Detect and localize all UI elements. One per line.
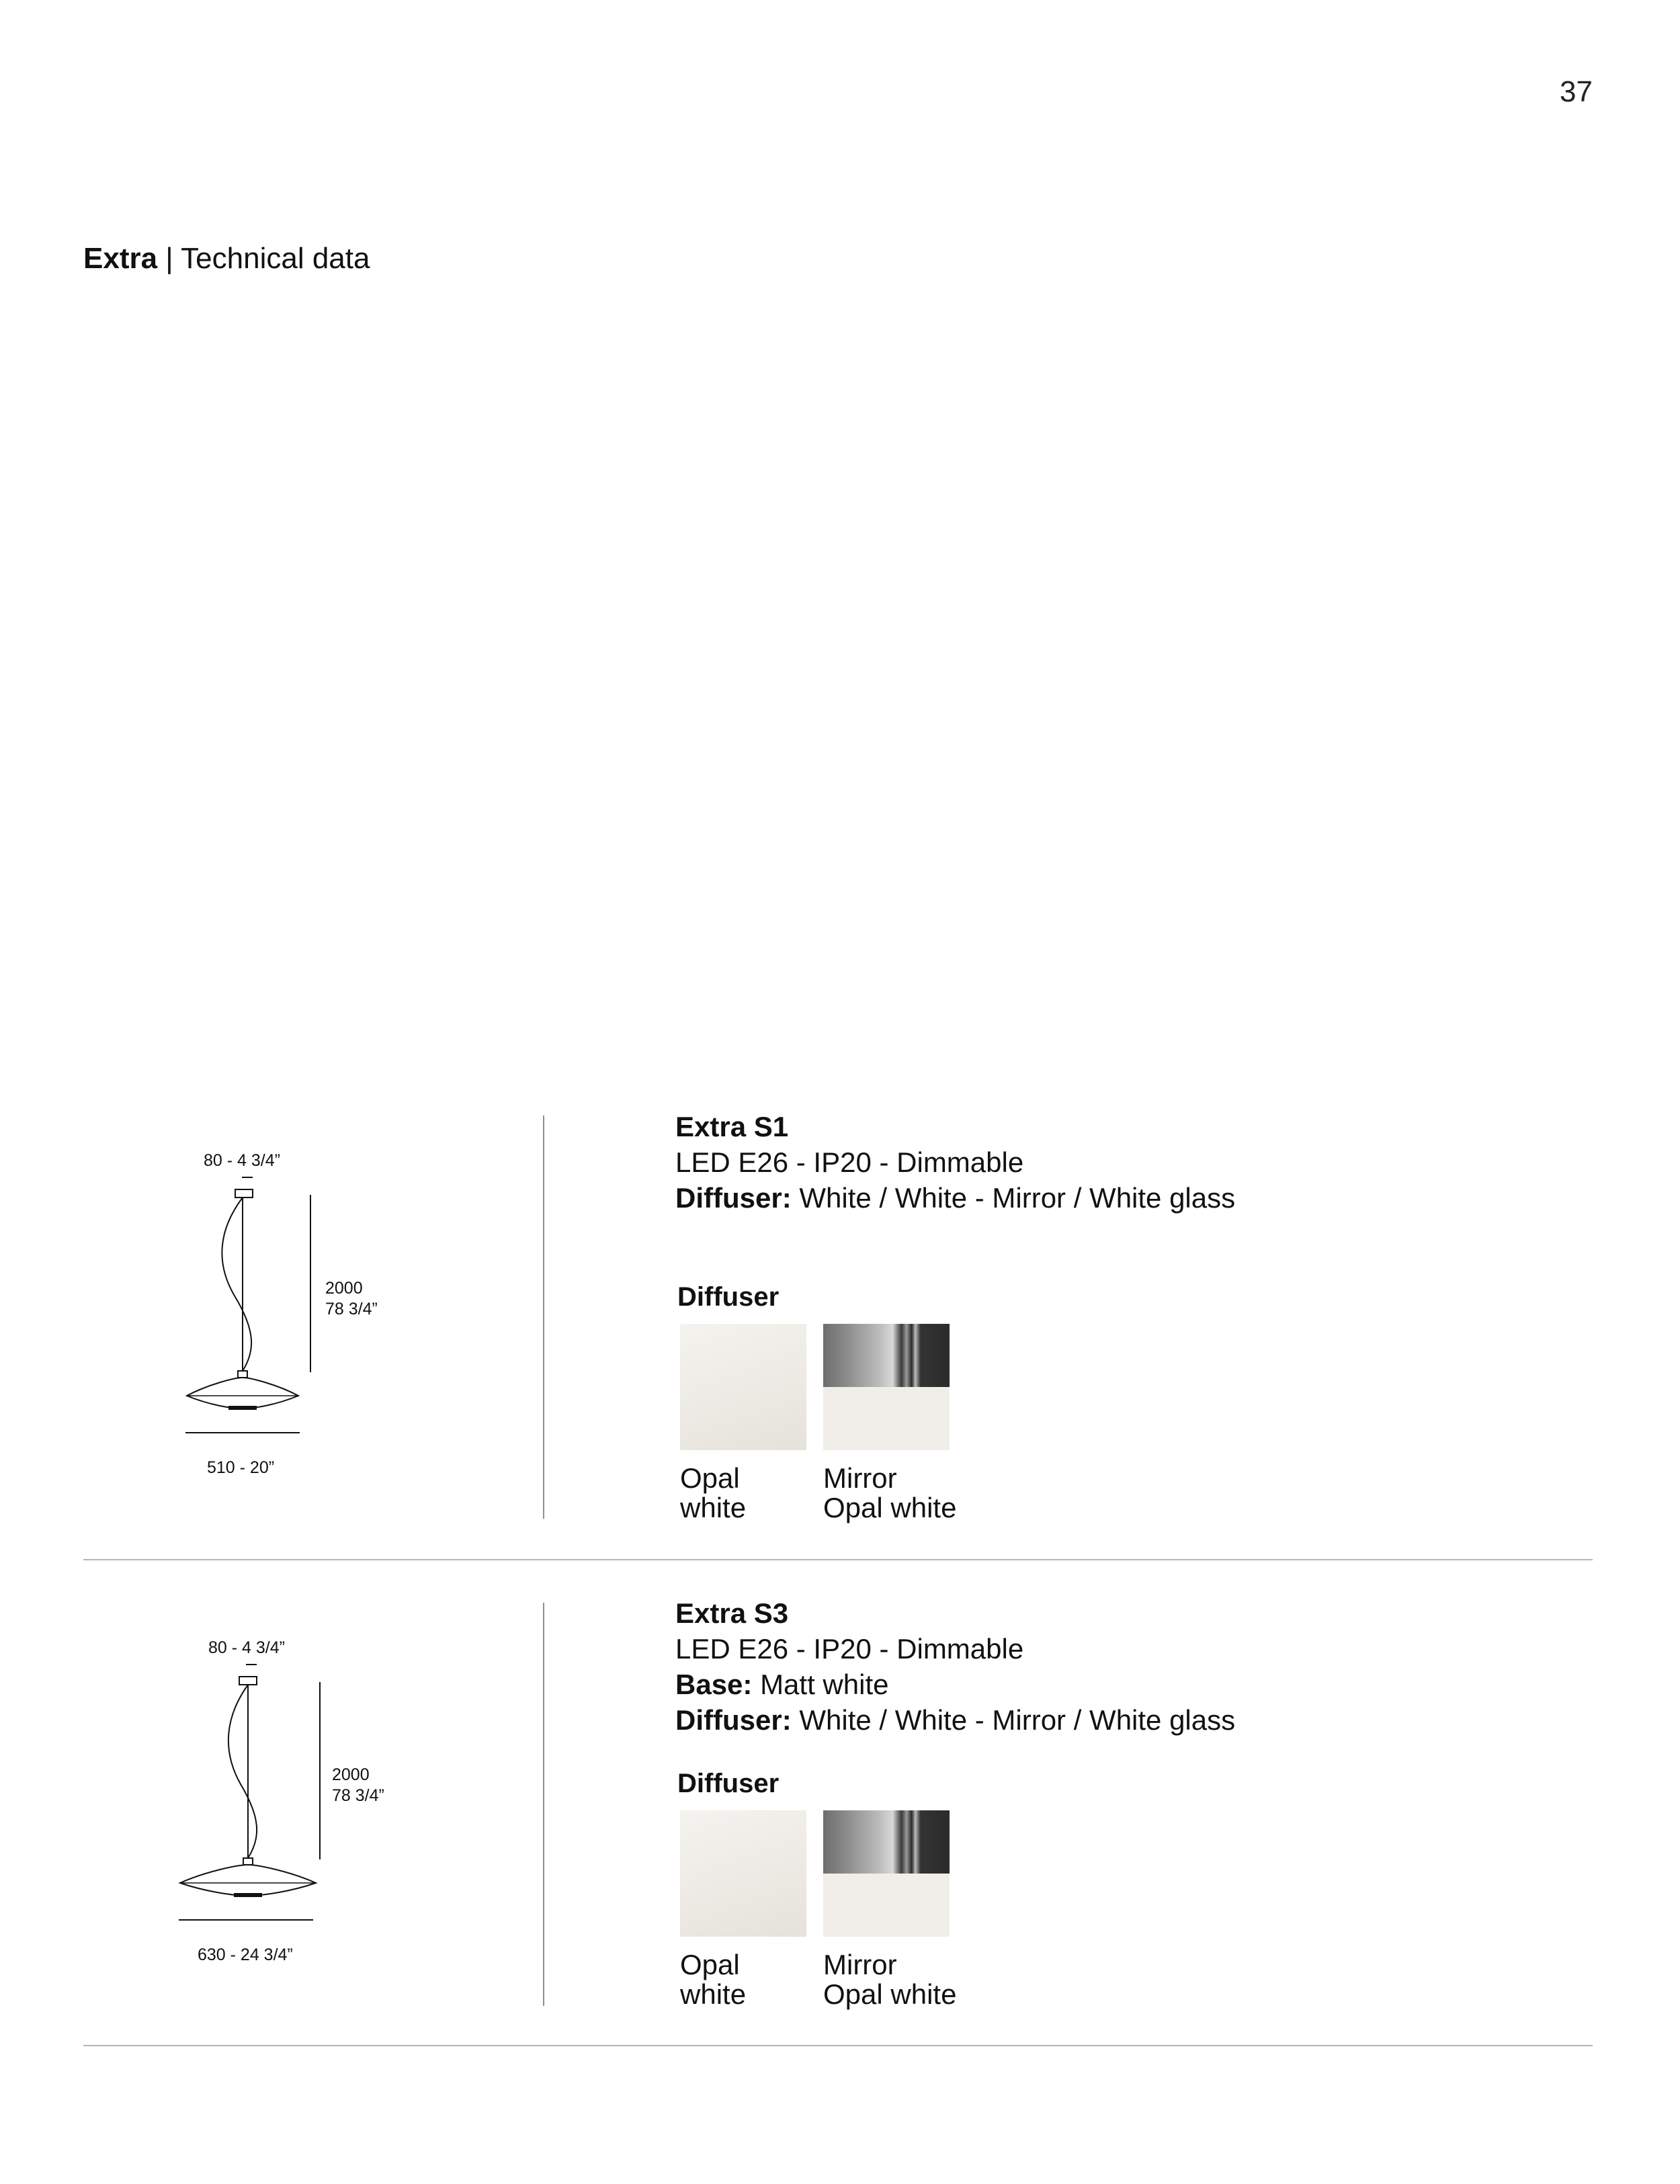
- diffuser-spec-value: White / White - Mirror / White glass: [791, 1704, 1236, 1736]
- ceiling-canopy: [235, 1189, 253, 1198]
- height-in: 78 3/4”: [325, 1300, 378, 1318]
- base-spec: [675, 1667, 1235, 1702]
- product-name: Extra S3: [675, 1597, 789, 1629]
- swatch-label-line2: Opal white: [823, 1492, 957, 1523]
- height-mm: 2000: [332, 1765, 370, 1784]
- product-name: Extra S1: [675, 1111, 789, 1142]
- diffuser-heading: Diffuser: [677, 1282, 780, 1312]
- section-divider: [83, 2045, 1593, 2046]
- ceiling-canopy: [239, 1677, 257, 1685]
- swatch-label-line2: white: [680, 1978, 747, 2010]
- page-title-rest: Technical data: [181, 242, 370, 275]
- page-title-separator: |: [157, 242, 181, 275]
- swatch-label-mirror-opal-white: [823, 1950, 998, 2009]
- swatch-label-line1: Mirror: [823, 1949, 897, 1980]
- height-dimension-label: [325, 1278, 378, 1320]
- product-spec: LED E26 - IP20 - Dimmable: [675, 1633, 1024, 1665]
- swatch-label-line1: Opal: [680, 1462, 740, 1494]
- page-number: 37: [1560, 75, 1593, 108]
- swatch-label-line1: Opal: [680, 1949, 740, 1980]
- lamp-s3-drawing: [161, 1656, 430, 1952]
- width-dimension-label: 510 - 20”: [207, 1458, 275, 1477]
- power-cord: [222, 1198, 251, 1371]
- swatch-label-line1: Mirror: [823, 1462, 897, 1494]
- diffuser-spec: [675, 1702, 1235, 1738]
- diffuser-spec-value: White / White - Mirror / White glass: [791, 1182, 1236, 1214]
- width-dimension-label: 630 - 24 3/4”: [198, 1945, 293, 1964]
- power-cord: [228, 1685, 257, 1858]
- diffuser-shape: [180, 1865, 316, 1896]
- product-spec-block: [675, 1595, 1235, 1738]
- height-dimension-label: [332, 1765, 384, 1806]
- diffuser-shape: [187, 1378, 298, 1409]
- base-spec-value: Matt white: [752, 1669, 889, 1700]
- mirror-opal-white-swatch: [823, 1810, 950, 1937]
- diffuser-spec-label: Diffuser:: [675, 1704, 792, 1736]
- diffuser-spec-label: Diffuser:: [675, 1182, 792, 1214]
- top-dimension-label: 80 - 4 3/4”: [208, 1638, 285, 1657]
- product-spec-block: [675, 1109, 1235, 1216]
- swatch-label-mirror-opal-white: [823, 1464, 998, 1523]
- product-spec: LED E26 - IP20 - Dimmable: [675, 1146, 1024, 1178]
- swatch-label-line2: Opal white: [823, 1978, 957, 2010]
- top-dimension-label: 80 - 4 3/4”: [204, 1151, 280, 1170]
- section-divider: [83, 1559, 1593, 1560]
- height-mm: 2000: [325, 1279, 363, 1298]
- diffuser-heading: Diffuser: [677, 1769, 780, 1798]
- diffuser-spec: [675, 1180, 1235, 1216]
- base-spec-label: Base:: [675, 1669, 753, 1700]
- height-in: 78 3/4”: [332, 1786, 384, 1805]
- opal-white-swatch: [680, 1324, 806, 1450]
- page-title-bold: Extra: [83, 242, 158, 275]
- page-title: [83, 242, 370, 276]
- lamp-s1-drawing: [161, 1169, 417, 1465]
- swatch-label-line2: white: [680, 1492, 747, 1523]
- mirror-opal-white-swatch: [823, 1324, 950, 1450]
- column-divider: [543, 1603, 544, 2006]
- column-divider: [543, 1116, 544, 1519]
- opal-white-swatch: [680, 1810, 806, 1937]
